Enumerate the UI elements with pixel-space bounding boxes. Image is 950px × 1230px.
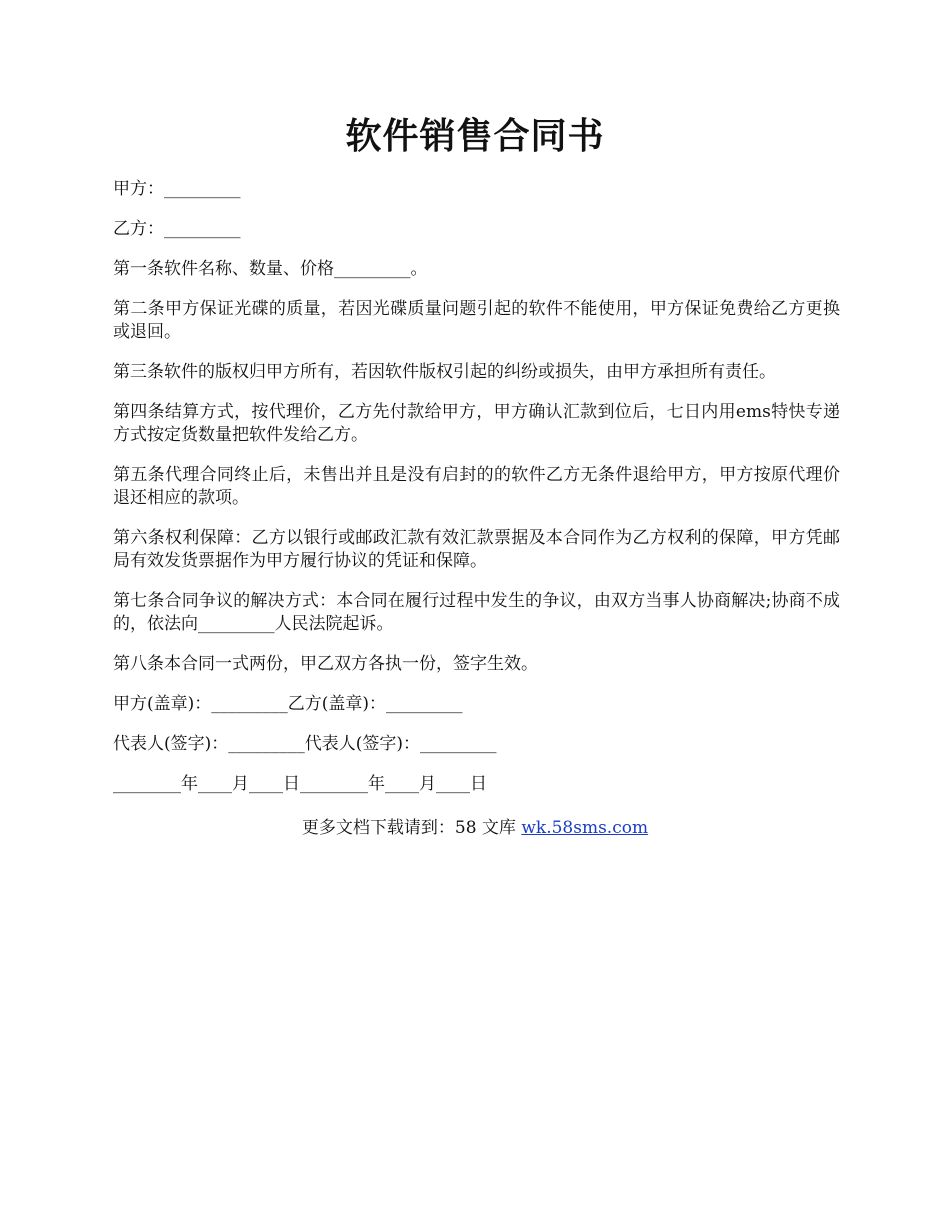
party-a-line: 甲方：_________ [113, 179, 241, 199]
article-3: 第三条软件的版权归甲方所有，若因软件版权引起的纠纷或损失，由甲方承担所有责任。 [113, 362, 776, 382]
signature-line: 代表人(签字)：_________代表人(签字)：_________ [113, 734, 497, 754]
footer-text: 更多文档下载请到：58 文库 [301, 818, 522, 838]
seal-line: 甲方(盖章)：_________乙方(盖章)：_________ [113, 694, 463, 714]
footer [0, 817, 950, 840]
article-2: 第二条甲方保证光碟的质量，若因光碟质量问题引起的软件不能使用，甲方保证免费给乙方更换或退回。 [113, 299, 840, 342]
article-8: 第八条本合同一式两份，甲乙双方各执一份，签字生效。 [113, 654, 538, 674]
date-line: ________年____月____日________年____月____日 [113, 774, 487, 794]
article-5: 第五条代理合同终止后，未售出并且是没有启封的的软件乙方无条件退给甲方，甲方按原代理价退还相应的款项。 [113, 465, 840, 508]
article-7: 第七条合同争议的解决方式：本合同在履行过程中发生的争议，由双方当事人协商解决;协商不成的，依法向_________人民法院起诉。 [113, 591, 840, 634]
footer-link[interactable]: wk.58sms.com [521, 818, 649, 838]
document-title: 软件销售合同书 [345, 115, 605, 157]
document-body [113, 178, 840, 813]
article-6: 第六条权利保障：乙方以银行或邮政汇款有效汇款票据及本合同作为乙方权利的保障，甲方凭邮局有效发货票据作为甲方履行协议的凭证和保障。 [113, 528, 840, 571]
article-1: 第一条软件名称、数量、价格_________。 [113, 259, 428, 279]
party-b-line: 乙方：_________ [113, 219, 241, 239]
article-4: 第四条结算方式，按代理价，乙方先付款给甲方，甲方确认汇款到位后，七日内用ems特快专递方式按定货数量把软件发给乙方。 [113, 402, 840, 445]
